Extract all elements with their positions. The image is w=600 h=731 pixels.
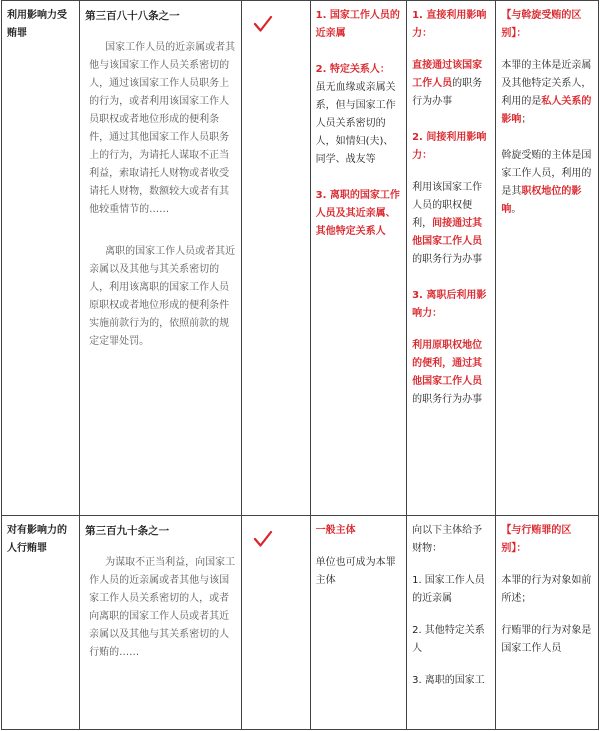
difference-cell xyxy=(496,516,599,730)
subject-cell xyxy=(310,516,406,730)
act-item-title: 3. 离职后利用影响力： xyxy=(412,290,487,319)
subject-item-text: 单位也可成为本罪主体 xyxy=(315,557,396,586)
crime-name-cell xyxy=(2,1,80,516)
law-text-cell xyxy=(80,516,241,730)
difference-text: 行贿罪的行为对象是国家工作人员 xyxy=(501,625,592,654)
subject-item-text: 虽无血缘或亲属关系，但与国家工作人员关系密切的人，如情妇(夫)、同学、战友等 xyxy=(315,82,396,165)
crime-name: 对有影响力的人行贿罪 xyxy=(7,525,67,554)
difference-highlight: 职权地位的影响 xyxy=(501,186,582,215)
act-highlight: 利用原职权地位的便利，通过其他国家工作人员 xyxy=(412,340,483,387)
checkmark-icon xyxy=(253,530,273,548)
act-item-title: 2. 间接利用影响力： xyxy=(412,132,487,161)
law-paragraph: 国家工作人员的近亲属或者其他与该国家工作人员关系密切的人，通过该国家工作人员职务上的行为，或者利用该国家工作人员职权或者地位形成的便利条件，通过其他国家工作人员职务上的行为，为请托人谋取不正当利益，索取请托人财物或者收受请托人财物，数额较大或者有其他较重情节的…… xyxy=(89,42,236,215)
act-item-text: 1. 国家工作人员的近亲属 xyxy=(412,575,485,604)
act-item-text: 3. 离职的国家工 xyxy=(412,675,485,686)
subject-cell xyxy=(310,1,406,516)
law-paragraph: 离职的国家工作人员或者其近亲属以及其他与其关系密切的人，利用该离职的国家工作人员原职权或者地位形成的便利条件实施前款行为的，依照前款的规定定罪处罚。 xyxy=(89,246,236,347)
act-highlight: 直接通过该国家工作人员 xyxy=(412,60,483,89)
difference-highlight: 私人关系的影响 xyxy=(501,96,592,125)
act-text: 的职务行为办事 xyxy=(412,254,483,265)
subject-item: 1. 国家工作人员的近亲属 xyxy=(315,10,400,39)
act-item-text xyxy=(412,337,490,409)
difference-text-part: 本罪的主体是近亲属及其他特定关系人，利用的是 xyxy=(501,60,592,107)
difference-text-part: 斡旋受贿的主体是国家工作人员，利用的是其 xyxy=(501,150,592,197)
act-item-title: 1. 直接利用影响力： xyxy=(412,10,487,39)
checkmark-icon xyxy=(253,15,273,33)
crime-name: 利用影响力受贿罪 xyxy=(7,10,67,39)
difference-cell xyxy=(496,1,599,516)
act-intro: 向以下主体给予财物： xyxy=(412,525,483,554)
article-title: 第三百九十条之一 xyxy=(85,525,170,537)
act-item-text xyxy=(412,57,490,111)
crime-name-cell xyxy=(2,516,80,730)
law-text-cell xyxy=(80,1,241,516)
difference-title: 【与行贿罪的区别】： xyxy=(501,525,572,554)
article-title: 第三百八十八条之一 xyxy=(85,10,180,22)
subject-item: 一般主体 xyxy=(315,525,356,536)
table-row xyxy=(2,1,599,516)
difference-text xyxy=(501,147,593,219)
act-item-text xyxy=(412,179,490,269)
subject-item-title: 2. 特定关系人： xyxy=(315,64,390,75)
law-comparison-table xyxy=(1,0,599,730)
difference-text-part: ； xyxy=(521,114,532,125)
difference-text xyxy=(501,57,593,129)
act-item-text: 2. 其他特定关系人 xyxy=(412,625,485,654)
law-paragraph: 为谋取不正当利益，向国家工作人员的近亲属或者其他与该国家工作人员关系密切的人，或者向离职的国家工作人员或者其近亲属以及其他与其关系密切的人行贿的…… xyxy=(89,557,236,658)
act-text: 利用该国家工作人员的职权便利， xyxy=(412,182,483,229)
difference-text: 本罪的行为对象如前所述； xyxy=(501,575,592,604)
act-cell xyxy=(407,516,496,730)
act-highlight: 间接通过其他国家工作人员 xyxy=(412,218,483,247)
table-row xyxy=(2,516,599,730)
difference-title: 【与斡旋受贿的区别】： xyxy=(501,10,582,39)
act-cell xyxy=(407,1,496,516)
act-text: 的职务行为办事 xyxy=(412,394,483,405)
check-cell xyxy=(241,516,310,730)
check-cell xyxy=(241,1,310,516)
act-text: 的职务行为办事 xyxy=(412,78,483,107)
subject-item: 3. 离职的国家工作人员及其近亲属、其他特定关系人 xyxy=(315,190,400,237)
difference-text-part: 。 xyxy=(511,204,522,215)
